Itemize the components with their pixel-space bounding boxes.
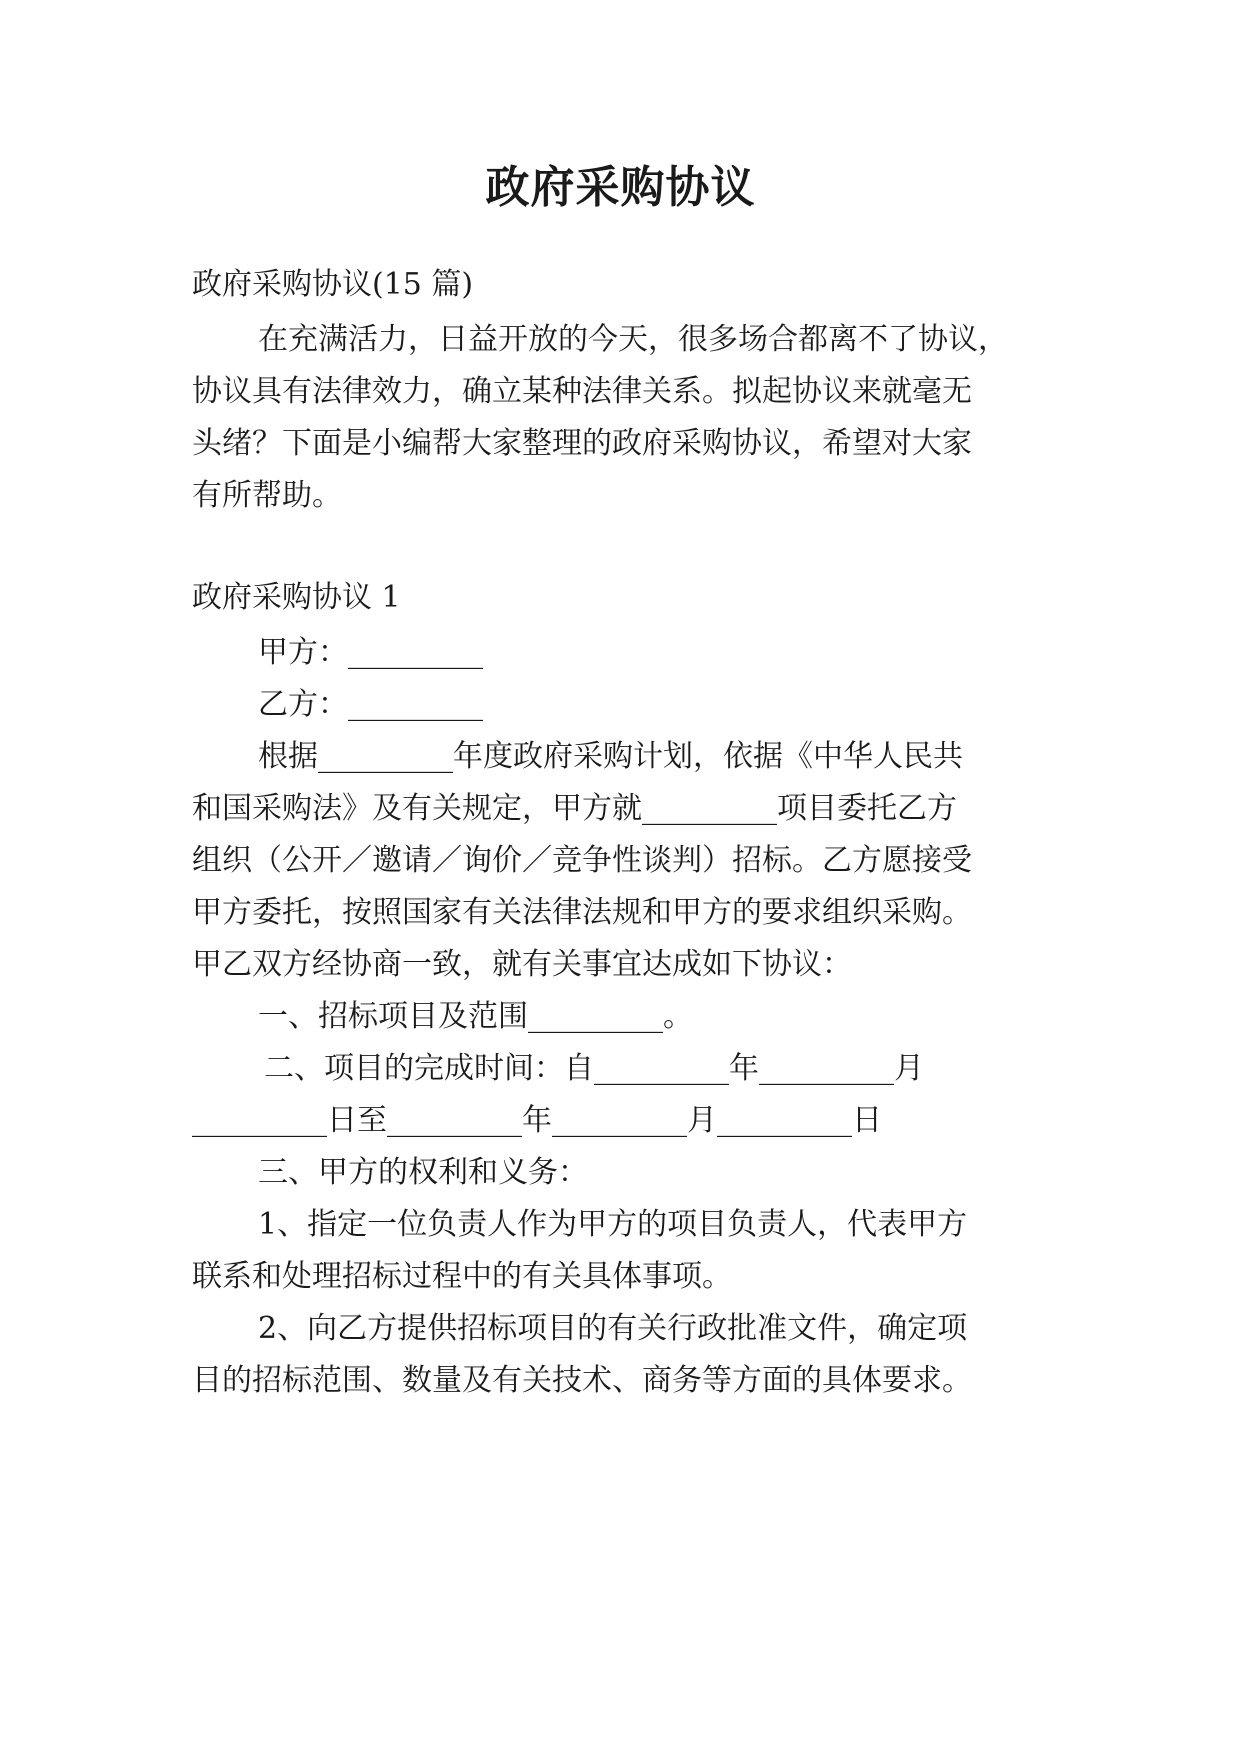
basis-line: 甲方委托，按照国家有关法律法规和甲方的要求组织采购。	[192, 895, 972, 930]
basis-line: 和国采购法》及有关规定，甲方就_________项目委托乙方	[192, 791, 957, 826]
document-subtitle: 政府采购协议(15 篇)	[192, 267, 474, 302]
clause-2-line: _________日至_________年_________月_________日	[192, 1103, 882, 1138]
document-title: 政府采购协议	[485, 162, 756, 213]
basis-line: 根据_________年度政府采购计划，依据《中华人民共	[258, 739, 963, 774]
intro-line: 有所帮助。	[192, 478, 342, 513]
clause-2-line: 二、项目的完成时间：自_________年_________月	[264, 1051, 924, 1086]
basis-line: 组织（公开／邀请／询价／竞争性谈判）招标。乙方愿接受	[192, 843, 972, 878]
item-line: 目的招标范围、数量及有关技术、商务等方面的具体要求。	[192, 1363, 972, 1398]
clause-1: 一、招标项目及范围_________。	[258, 999, 693, 1034]
intro-line: 协议具有法律效力，确立某种法律关系。拟起协议来就毫无	[192, 374, 972, 409]
intro-line: 在充满活力，日益开放的今天，很多场合都离不了协议，	[258, 322, 1008, 357]
intro-line: 头绪？下面是小编帮大家整理的政府采购协议，希望对大家	[192, 426, 972, 461]
item-line: 1、指定一位负责人作为甲方的项目负责人，代表甲方	[258, 1207, 968, 1242]
clause-3: 三、甲方的权利和义务：	[258, 1155, 588, 1190]
party-b-line: 乙方：_________	[258, 687, 483, 722]
party-a-line: 甲方：_________	[258, 635, 483, 670]
item-line: 联系和处理招标过程中的有关具体事项。	[192, 1259, 732, 1294]
basis-line: 甲乙双方经协商一致，就有关事宜达成如下协议：	[192, 947, 852, 982]
section-heading: 政府采购协议 1	[192, 580, 401, 615]
item-line: 2、向乙方提供招标项目的有关行政批准文件，确定项	[258, 1311, 968, 1346]
